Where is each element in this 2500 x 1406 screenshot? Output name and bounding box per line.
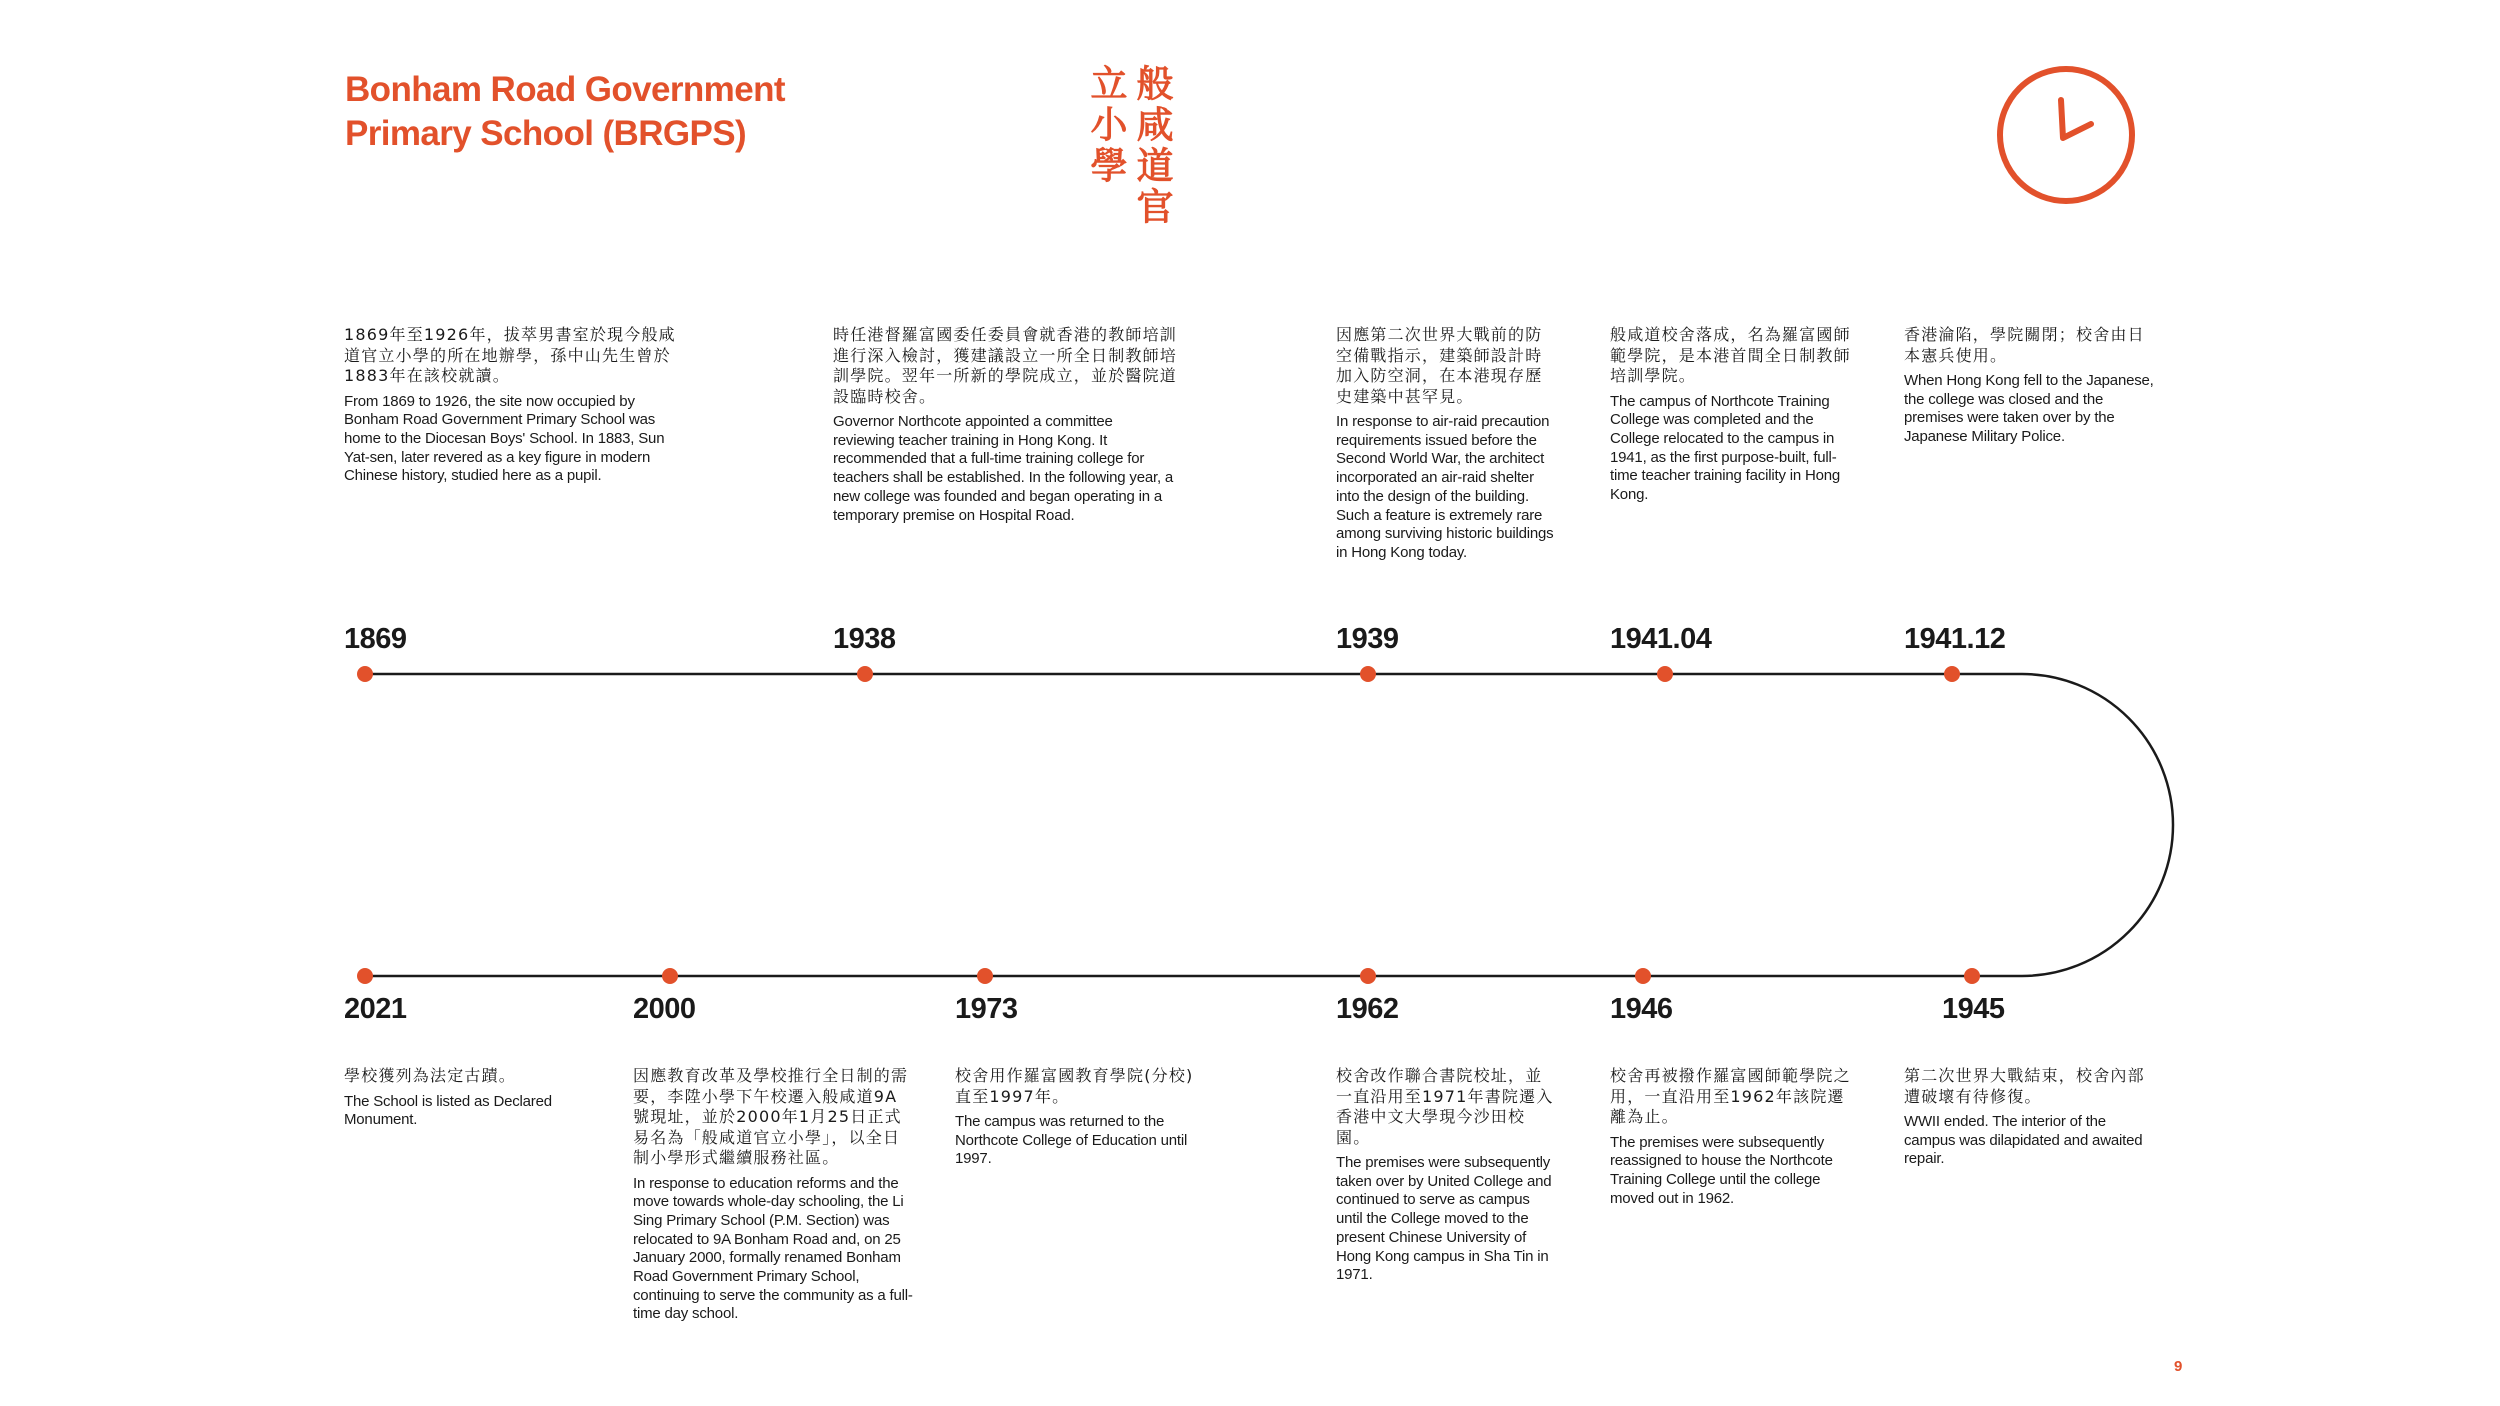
event-en: WWII ended. The interior of the campus was dilapidated and awaited repair.	[1904, 1113, 2143, 1168]
event-zh: 學校獲列為法定古蹟。	[344, 1066, 517, 1085]
year-1973: 1973	[955, 993, 1018, 1025]
timeline-line	[365, 674, 2173, 976]
timeline-dot-1945	[1964, 968, 1980, 984]
timeline-dot-2000	[662, 968, 678, 984]
event-1945	[1904, 1066, 2156, 1169]
event-en: The premises were subsequently reassigned to house the Northcote Training College until the college moved out in 1962.	[1610, 1133, 1833, 1207]
event-2021	[344, 1066, 594, 1130]
event-zh: 1869年至1926年，拔萃男書室於現今般咸道官立小學的所在地辦學，孫中山先生曾於1883年在該校就讀。	[344, 325, 676, 385]
event-1869	[344, 325, 689, 486]
timeline-dot-1946	[1635, 968, 1651, 984]
event-en: From 1869 to 1926, the site now occupied by Bonham Road Government Primary School was home to the Diocesan Boys' School. In 1883, Sun Yat-sen, later revered as a key figure in modern Chinese history, studied here as a pupil.	[344, 392, 665, 485]
event-zh: 時任港督羅富國委任委員會就香港的教師培訓進行深入檢討，獲建議設立一所全日制教師培訓學院。翌年一所新的學院成立，並於醫院道設臨時校舍。	[833, 325, 1178, 406]
event-1941-04	[1610, 325, 1852, 505]
timeline-dot-2021	[357, 968, 373, 984]
event-en: In response to air-raid precaution requirements issued before the Second World War, the architect incorporated an air-raid shelter into the design of the building. Such a feature is extremely rare among surviving historic buildings in Hong Kong today.	[1336, 413, 1554, 561]
event-zh: 校舍用作羅富國教育學院(分校)直至1997年。	[955, 1066, 1194, 1106]
event-zh: 香港淪陷，學院關閉；校舍由日本憲兵使用。	[1904, 325, 2145, 365]
timeline-dot-1938	[857, 666, 873, 682]
timeline-dot-1941-12	[1944, 666, 1960, 682]
event-en: In response to education reforms and the move towards whole-day schooling, the Li Sing Primary School (P.M. Section) was relocated to 9A Bonham Road and, on 25 January 2000, formally renamed Bonham Road Government Primary School, continuing to serve the community as a full-time day school.	[633, 1174, 913, 1323]
timeline-dot-1939	[1360, 666, 1376, 682]
event-zh: 因應第二次世界大戰前的防空備戰指示，建築師設計時加入防空洞，在本港現存歷史建築中甚罕見。	[1336, 325, 1543, 406]
timeline-dot-1973	[977, 968, 993, 984]
page-number: 9	[2174, 1358, 2183, 1375]
event-en: The premises were subsequently taken over by United College and continued to serve as campus until the College moved to the present Chinese University of Hong Kong campus in Sha Tin in 1971.	[1336, 1154, 1552, 1284]
year-1945: 1945	[1942, 993, 2005, 1025]
event-en: Governor Northcote appointed a committee reviewing teacher training in Hong Kong. It recommended that a full-time training college for teachers shall be established. In the following year, a new college was founded and began operating in a temporary premise on Hospital Road.	[833, 413, 1174, 524]
page-title-chinese: 般咸道官立小學	[1084, 64, 1173, 228]
timeline-dot-1941-04	[1657, 666, 1673, 682]
year-2000: 2000	[633, 993, 696, 1025]
year-1941-12: 1941.12	[1904, 623, 2006, 655]
event-zh: 校舍再被撥作羅富國師範學院之用，一直沿用至1962年該院遷離為止。	[1610, 1066, 1851, 1126]
year-2021: 2021	[344, 993, 407, 1025]
event-2000	[633, 1066, 913, 1324]
year-1939: 1939	[1336, 623, 1399, 655]
event-en: The campus was returned to the Northcote College of Education until 1997.	[955, 1113, 1188, 1168]
timeline-dot-1869	[357, 666, 373, 682]
event-1962	[1336, 1066, 1558, 1285]
event-1941-12	[1904, 325, 2156, 447]
event-en: The School is listed as Declared Monument.	[344, 1092, 552, 1129]
event-zh: 第二次世界大戰結束，校舍內部遭破壞有待修復。	[1904, 1066, 2145, 1106]
year-1869: 1869	[344, 623, 407, 655]
timeline-dot-1962	[1360, 968, 1376, 984]
event-en: The campus of Northcote Training College was completed and the College relocated to the campus in 1941, as the first purpose-built, full-time teacher training facility in Hong Kong.	[1610, 392, 1841, 504]
year-1941-04: 1941.04	[1610, 623, 1712, 655]
year-1946: 1946	[1610, 993, 1673, 1025]
event-zh: 因應教育改革及學校推行全日制的需要，李陞小學下午校遷入般咸道9A號現址，並於2000年1月25日正式易名為「般咸道官立小學」，以全日制小學形式繼續服務社區。	[633, 1066, 909, 1167]
year-1962: 1962	[1336, 993, 1399, 1025]
event-en: When Hong Kong fell to the Japanese, the college was closed and the premises were taken over by the Japanese Military Police.	[1904, 372, 2154, 446]
event-1938	[833, 325, 1178, 525]
event-1939	[1336, 325, 1558, 563]
event-1973	[955, 1066, 1200, 1169]
year-1938: 1938	[833, 623, 896, 655]
event-zh: 般咸道校舍落成，名為羅富國師範學院，是本港首間全日制教師培訓學院。	[1610, 325, 1851, 385]
page-title: Bonham Road Government Primary School (BRGPS)	[345, 70, 785, 153]
event-1946	[1610, 1066, 1852, 1208]
event-zh: 校舍改作聯合書院校址，並一直沿用至1971年書院遷入香港中文大學現今沙田校園。	[1336, 1066, 1554, 1147]
